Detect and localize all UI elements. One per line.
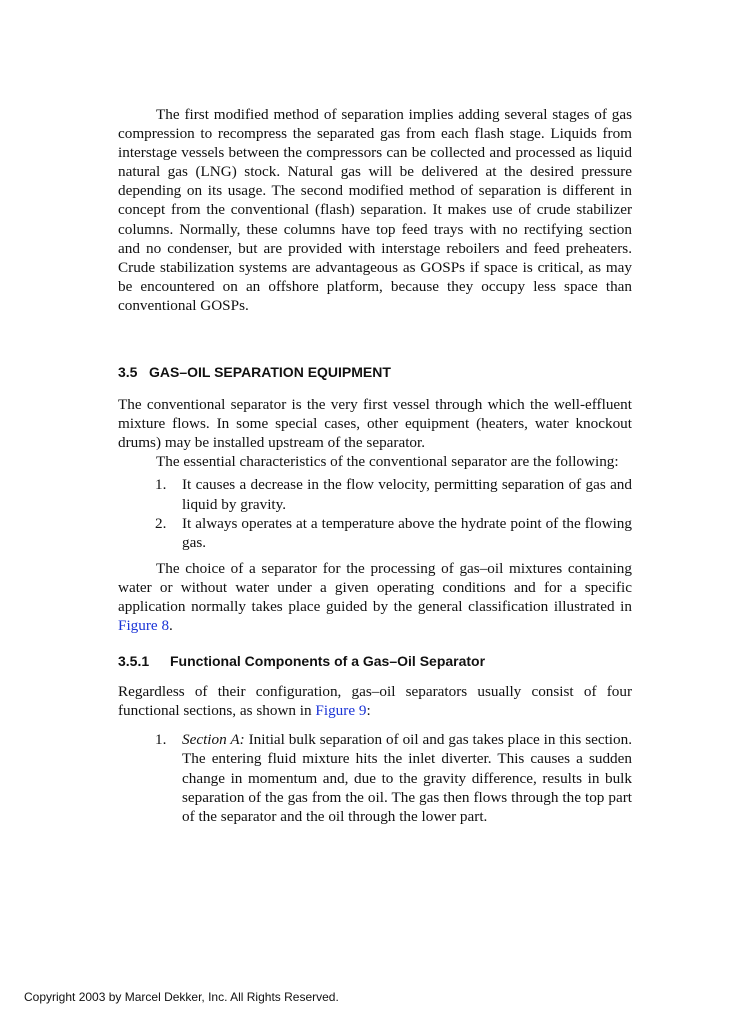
list-item: 1. It causes a decrease in the flow velocity, permitting separation of gas and liquid by gravity. — [155, 476, 632, 513]
subsection-heading — [118, 652, 632, 671]
section-heading — [118, 363, 632, 382]
paragraph-conventional-separator: The conventional separator is the very first vessel through which the well-effluent mixture flows. In some special cases, other equipment (heaters, water knockout drums) may be installed upstream of the separator. — [118, 396, 632, 452]
list-item: 1. Section A: Initial bulk separation of oil and gas takes place in this section. The entering fluid mixture hits the inlet diverter. This causes a sudden change in momentum and, due to the gravity difference, results in bulk separation of the gas from the oil. The gas then flows through the top part of the separator and the oil through the lower part. — [155, 731, 633, 825]
paragraph-characteristics: The essential characteristics of the conventional separator are the following: — [156, 453, 619, 471]
section-number: 3.5 — [118, 364, 138, 381]
list-item: 2. It always operates at a temperature above the hydrate point of the flowing gas. — [155, 514, 632, 551]
paragraph-functional-sections: Regardless of their configuration, gas–oil separators usually consist of four functional sections, as shown in Figure 9: — [118, 683, 632, 720]
subsection-title: Functional Components of a Gas–Oil Separator — [170, 653, 486, 670]
figure-9-link[interactable]: Figure 9 — [315, 702, 367, 720]
page-body — [118, 105, 632, 826]
subsection-number: 3.5.1 — [118, 653, 150, 670]
paragraph-modified-separation: The first modified method of separation implies adding several stages of gas compression to recompress the separated gas from each flash stage. Liquids from interstage vessels between the compressors can be collected and processed as liquid natural gas (LNG) stock. Natural gas will be delivered at the desired pressure depending on its usage. The second modified method of separation is different in concept from the conventional (flash) separation. It makes use of crude stabilizer columns. Normally, these columns have top feed trays with no rectifying section and no condenser, but are provided with interstage reboilers and feed preheaters. Crude stabilization systems are advantageous as GOSPs if space is critical, as may be encountered on an offshore platform, because they occupy less space than conventional GOSPs. — [118, 106, 632, 314]
functional-sections-list — [118, 730, 632, 825]
section-a-label: Section A: — [182, 731, 245, 749]
characteristics-list — [118, 475, 632, 551]
copyright-footer: Copyright 2003 by Marcel Dekker, Inc. All Rights Reserved. — [24, 990, 339, 1004]
section-title: GAS–OIL SEPARATION EQUIPMENT — [149, 364, 391, 381]
paragraph-separator-choice: The choice of a separator for the processing of gas–oil mixtures containing water or without water under a given operating conditions and for a specific application normally takes place guided by the general classification illustrated in Figure 8. — [118, 559, 632, 635]
figure-8-link[interactable]: Figure 8 — [118, 617, 170, 635]
